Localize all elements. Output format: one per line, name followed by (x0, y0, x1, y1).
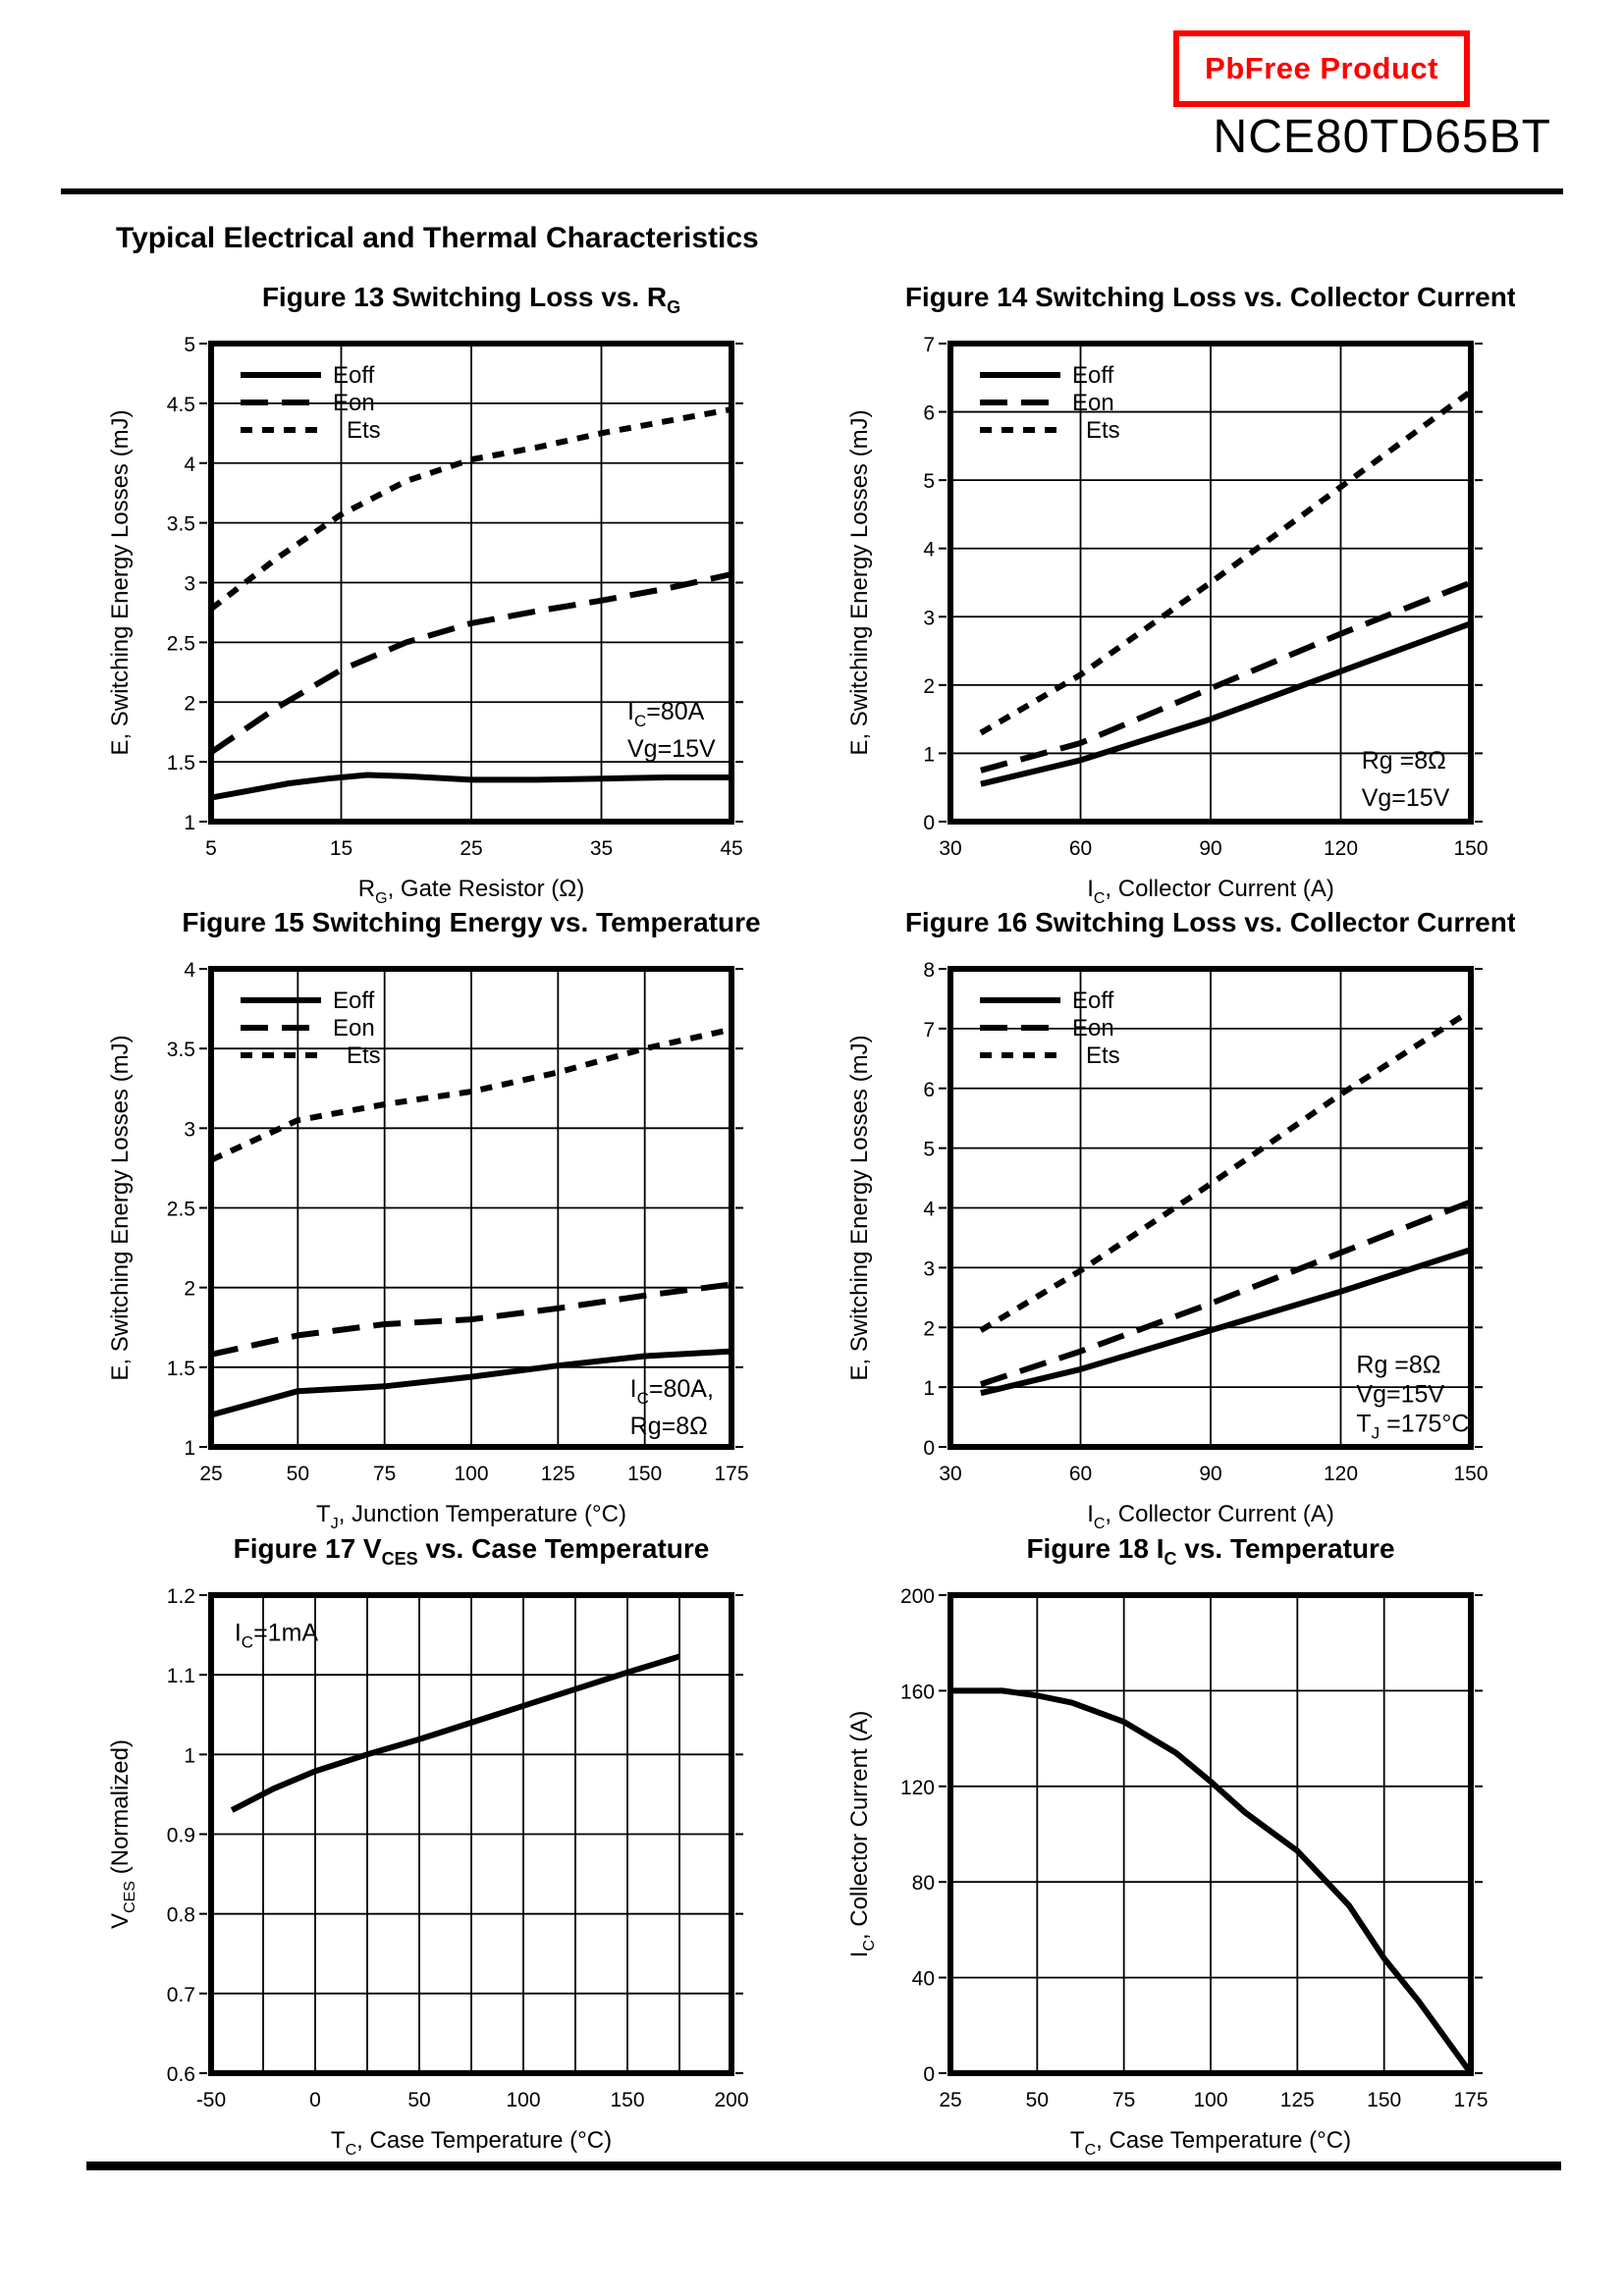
figure-16-ylabel: E, Switching Energy Losses (mJ) (846, 1035, 873, 1381)
figure-16-ytick-5: 5 (923, 1138, 935, 1161)
figure-13-svg (98, 275, 776, 913)
figure-14-xtick-150: 150 (1453, 837, 1489, 860)
figure-17-ytick-0.9: 0.9 (166, 1824, 195, 1847)
figure-15-xlabel: $T_J$, Junction Temperature (°C) (316, 1501, 626, 1532)
figure-17-xtick-50: 50 (407, 2089, 431, 2111)
figure-15-ytick-2.5: 2.5 (166, 1198, 195, 1221)
pbfree-badge: PbFree Product (1173, 30, 1470, 107)
figure-13-ytick-1.5: 1.5 (166, 752, 195, 775)
figure-14-ytick-3: 3 (923, 607, 935, 630)
figure-16-ytick-6: 6 (923, 1078, 935, 1101)
figure-14-annotation-line-2: Vg=15V (1361, 783, 1450, 812)
figure-17-title: Figure 17 $V_{CES}$ vs. Case Temperature (233, 1533, 710, 1569)
figure-15-xtick-25: 25 (199, 1463, 223, 1485)
figure-18-xtick-175: 175 (1453, 2089, 1489, 2111)
figure-16-legend-label-Eoff: Eoff (1072, 988, 1114, 1014)
figure-13-xtick-15: 15 (329, 837, 353, 860)
figure-14-ytick-5: 5 (923, 470, 935, 494)
figure-16-xtick-90: 90 (1199, 1463, 1222, 1485)
figure-14-legend-label-Eoff: Eoff (1072, 362, 1114, 389)
figure-14-ytick-2: 2 (923, 674, 935, 698)
figure-14-series-Eon (981, 583, 1471, 771)
figure-16-annotation-line-1: Rg =8Ω (1356, 1351, 1441, 1379)
figure-16-ytick-3: 3 (923, 1257, 935, 1281)
figure-15-ytick-1: 1 (184, 1437, 195, 1460)
figure-14-xlabel: $I_C$, Collector Current (A) (1087, 876, 1334, 907)
figure-15-svg (98, 900, 776, 1538)
figure-14-xtick-120: 120 (1323, 837, 1359, 860)
figure-16-xtick-30: 30 (939, 1463, 962, 1485)
figure-16-ytick-1: 1 (923, 1377, 935, 1401)
figure-14-xtick-30: 30 (939, 837, 962, 860)
figure-13-xtick-25: 25 (460, 837, 483, 860)
figure-16-xlabel: $I_C$, Collector Current (A) (1087, 1501, 1334, 1532)
figure-13-xtick-45: 45 (720, 837, 743, 860)
figure-18-title: Figure 18 $I_C$ vs. Temperature (1026, 1533, 1395, 1569)
figure-16-chart (838, 900, 1515, 1538)
figure-15-ytick-1.5: 1.5 (166, 1357, 195, 1380)
figure-16-ytick-2: 2 (923, 1317, 935, 1341)
figure-17-xtick--50: -50 (195, 2089, 227, 2111)
figure-16-ytick-0: 0 (923, 1437, 935, 1460)
figure-14-xtick-90: 90 (1199, 837, 1222, 860)
figure-14-title: Figure 14 Switching Loss vs. Collector Current (904, 282, 1515, 312)
figure-16-svg (838, 900, 1515, 1538)
figure-17-ylabel: $V_{CES}$ (Normalized) (107, 1739, 138, 1929)
figure-14-annotation-line-1: Rg =8Ω (1361, 746, 1446, 774)
figure-14-ytick-4: 4 (923, 538, 935, 561)
figure-16-ytick-8: 8 (923, 959, 935, 982)
figure-18-ytick-200: 200 (899, 1585, 935, 1608)
figure-18-xtick-50: 50 (1025, 2089, 1050, 2111)
figure-15-annotation-line-2: Rg=8Ω (629, 1412, 708, 1440)
figure-18-svg (838, 1526, 1515, 2164)
figure-16-title: Figure 16 Switching Loss vs. Collector Current (904, 907, 1515, 937)
figure-17-xtick-200: 200 (714, 2089, 749, 2111)
figure-13-xlabel: $R_G$, Gate Resistor (Ω) (357, 876, 585, 907)
figure-18-xtick-125: 125 (1279, 2089, 1315, 2111)
figure-13-legend-label-Eoff: Eoff (333, 362, 375, 389)
figure-14-ylabel: E, Switching Energy Losses (mJ) (846, 409, 873, 756)
figure-15-legend-label-Eon: Eon (333, 1015, 375, 1041)
figure-13-ylabel: E, Switching Energy Losses (mJ) (107, 409, 134, 756)
figure-14-ytick-1: 1 (923, 743, 935, 767)
figure-17-ytick-1.1: 1.1 (166, 1665, 195, 1688)
figure-17-annotation-line-1: $I_C=1mA$ (234, 1619, 319, 1652)
figure-17-ytick-0.8: 0.8 (166, 1903, 195, 1927)
figure-17-xlabel: $T_C$, Case Temperature (°C) (330, 2127, 613, 2159)
figure-13-annotation-line-1: $I_C=80A$ (627, 697, 705, 730)
figure-15-ytick-3.5: 3.5 (166, 1039, 195, 1062)
figure-18-xtick-75: 75 (1111, 2089, 1136, 2111)
figure-13-ytick-2.5: 2.5 (166, 632, 195, 656)
figure-17-xtick-100: 100 (506, 2089, 541, 2111)
figure-18-ytick-120: 120 (899, 1776, 935, 1799)
figure-15-title: Figure 15 Switching Energy vs. Temperature (182, 907, 761, 937)
figure-15-xtick-50: 50 (286, 1463, 310, 1485)
figure-13-title: Figure 13 Switching Loss vs. $R_G$ (261, 282, 681, 317)
figure-15-ytick-2: 2 (184, 1277, 195, 1301)
section-title: Typical Electrical and Thermal Characteristics (116, 222, 759, 254)
figure-16-xtick-120: 120 (1323, 1463, 1359, 1485)
figure-18-ylabel: $I_C$, Collector Current (A) (846, 1710, 878, 1958)
figure-18-ytick-0: 0 (923, 2063, 935, 2086)
figure-14-ytick-6: 6 (923, 401, 935, 425)
figure-16-annotation-line-3: $T_J =175^\circ C$ (1356, 1410, 1470, 1443)
figure-13-xtick-5: 5 (205, 837, 217, 860)
figure-18-ytick-160: 160 (899, 1681, 935, 1704)
figure-16-legend-label-Ets: Ets (1086, 1042, 1120, 1069)
figure-15-ytick-3: 3 (184, 1118, 195, 1142)
figure-18-xtick-100: 100 (1193, 2089, 1228, 2111)
figure-17-ytick-1.2: 1.2 (166, 1585, 195, 1608)
figure-17-chart (98, 1526, 776, 2164)
figure-14-svg (838, 275, 1515, 913)
figure-13-xtick-35: 35 (589, 837, 614, 860)
figure-15-ylabel: E, Switching Energy Losses (mJ) (107, 1035, 134, 1381)
figure-15-xtick-100: 100 (454, 1463, 489, 1485)
figure-15-ytick-4: 4 (184, 959, 195, 982)
figure-16-annotation-line-2: Vg=15V (1356, 1380, 1445, 1409)
figure-17-ytick-0.6: 0.6 (166, 2063, 195, 2086)
figure-14-xtick-60: 60 (1068, 837, 1093, 860)
figure-15-xtick-75: 75 (372, 1463, 397, 1485)
figure-15-xtick-175: 175 (714, 1463, 749, 1485)
figure-14-legend-label-Ets: Ets (1086, 417, 1120, 444)
figure-16-series-Ets (981, 1011, 1471, 1331)
figure-17-ytick-0.7: 0.7 (166, 1983, 195, 2006)
part-number-title: NCE80TD65BT (1213, 111, 1551, 163)
figure-15-xtick-150: 150 (627, 1463, 663, 1485)
figure-17-series-VCES (232, 1657, 679, 1811)
figure-13-annotation-line-2: Vg=15V (627, 734, 716, 763)
figure-15-legend-label-Eoff: Eoff (333, 988, 375, 1014)
figure-13-chart (98, 275, 776, 913)
figure-14-ytick-0: 0 (923, 812, 935, 834)
figure-16-xtick-60: 60 (1068, 1463, 1093, 1485)
figure-16-ytick-4: 4 (923, 1198, 935, 1221)
figure-18-xtick-25: 25 (939, 2089, 962, 2111)
figure-13-ytick-5: 5 (184, 334, 195, 356)
figure-13-ytick-4.5: 4.5 (166, 393, 195, 416)
figure-17-xtick-0: 0 (309, 2089, 321, 2111)
figure-13-ytick-1: 1 (184, 812, 195, 834)
figure-13-ytick-2: 2 (184, 692, 195, 716)
figure-15-chart (98, 900, 776, 1538)
figure-13-legend-label-Eon: Eon (333, 390, 375, 416)
figure-17-svg (98, 1526, 776, 2164)
figure-13-ytick-3.5: 3.5 (166, 512, 195, 536)
header-rule (61, 188, 1563, 194)
figure-18-xtick-150: 150 (1367, 2089, 1402, 2111)
figure-17-ytick-1: 1 (184, 1744, 195, 1768)
figure-16-legend-label-Eon: Eon (1072, 1015, 1114, 1041)
figure-17-xtick-150: 150 (610, 2089, 645, 2111)
figure-14-legend-label-Eon: Eon (1072, 390, 1114, 416)
figure-18-xlabel: $T_C$, Case Temperature (°C) (1069, 2127, 1352, 2159)
figure-14-ytick-7: 7 (923, 334, 935, 356)
figure-15-annotation-line-1: $I_C=80A$, (629, 1374, 714, 1408)
figure-15-legend-label-Ets: Ets (347, 1042, 381, 1069)
figure-13-legend-label-Ets: Ets (347, 417, 381, 444)
figure-18-ytick-40: 40 (911, 1967, 935, 1991)
figure-13-ytick-4: 4 (184, 453, 195, 476)
figure-16-xtick-150: 150 (1453, 1463, 1489, 1485)
figure-15-xtick-125: 125 (540, 1463, 575, 1485)
figure-13-ytick-3: 3 (184, 572, 195, 596)
figure-18-chart (838, 1526, 1515, 2164)
figure-18-ytick-80: 80 (911, 1872, 935, 1896)
figure-16-ytick-7: 7 (923, 1018, 935, 1041)
figure-14-chart (838, 275, 1515, 913)
footer-rule (86, 2162, 1561, 2170)
